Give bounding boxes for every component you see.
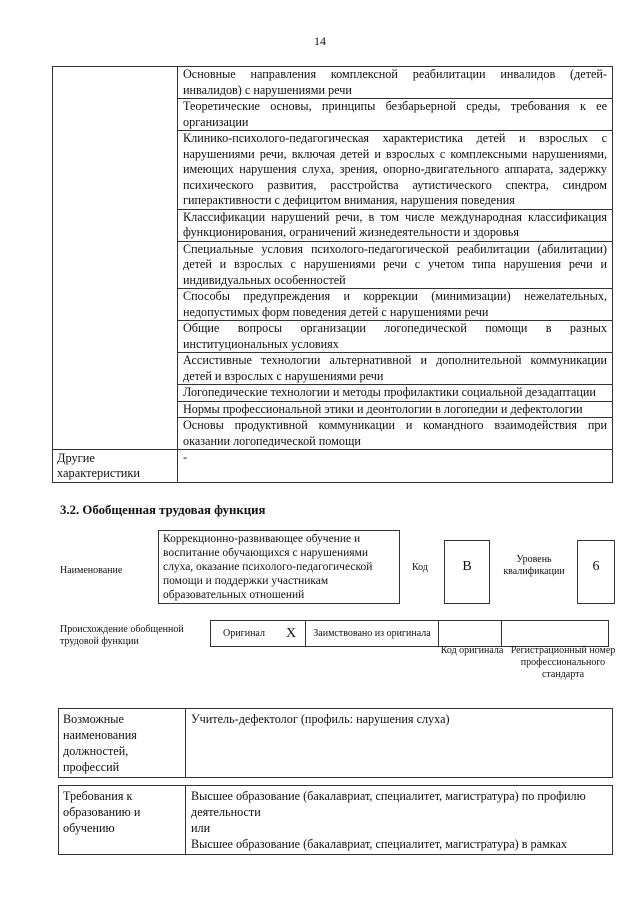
table-row xyxy=(211,621,609,647)
table-row xyxy=(53,67,613,99)
reg-number-cell xyxy=(502,621,609,647)
name-label: Наименование xyxy=(60,565,123,576)
origin-label: Происхождение обобщенной трудовой функции xyxy=(60,624,184,647)
positions-label: Возможные наименования должностей, профессий xyxy=(59,709,186,778)
education-line: Высшее образование (бакалавриат, специалитет, магистратура) в рамках xyxy=(191,837,567,851)
knowledge-item: Ассистивные технологии альтернативной и дополнительной коммуникации детей и взрослых с нарушениями речи xyxy=(178,353,613,385)
knowledge-item: Основные направления комплексной реабилитации инвалидов (детей-инвалидов) с нарушениями речи xyxy=(178,67,613,99)
knowledge-item: Способы предупреждения и коррекции (минимизации) нежелательных, недопустимых форм поведения детей с нарушениями речи xyxy=(178,289,613,321)
other-characteristics-value: - xyxy=(178,450,613,483)
knowledge-item: Клинико-психолого-педагогическая характеристика детей и взрослых с нарушениями речи, включая детей и взрослых с комплексными нарушениями, имеющих нарушения слуха, зрения, опорно-двигательного аппарата, задержку психического развития, расстройства аутистического спектра, синдром гиперактивности с дефицитом внимания, нарушения поведения xyxy=(178,131,613,210)
education-line: Высшее образование (бакалавриат, специалитет, магистратура) по профилю деятельности xyxy=(191,789,586,819)
table-row xyxy=(59,786,613,855)
knowledge-item: Логопедические технологии и методы профилактики социальной дезадаптации xyxy=(178,385,613,402)
level-value: 6 xyxy=(577,540,615,604)
education-value xyxy=(186,786,613,855)
original-mark: X xyxy=(277,621,306,647)
positions-table xyxy=(58,708,613,778)
knowledge-item: Нормы профессиональной этики и деонтологии в логопедии и дефектологии xyxy=(178,401,613,418)
other-characteristics-label-cell xyxy=(53,450,178,483)
section-title: 3.2. Обобщенная трудовая функция xyxy=(60,503,266,517)
level-label: Уровень квалификации xyxy=(503,554,565,577)
table-row xyxy=(53,450,613,483)
education-line: или xyxy=(191,821,211,835)
knowledge-item: Теоретические основы, принципы безбарьерной среды, требования к ее организации xyxy=(178,99,613,131)
positions-value: Учитель-дефектолог (профиль: нарушения слуха) xyxy=(186,709,613,778)
knowledge-table xyxy=(52,66,613,483)
origin-table xyxy=(210,620,609,647)
reg-number-label: Регистрационный номер профессионального стандарта xyxy=(510,645,616,680)
name-value: Коррекционно-развивающее обучение и воспитание обучающихся с нарушениями слуха, оказание психолого-педагогической помощи и поддержки участникам образовательных отношений xyxy=(158,530,400,604)
knowledge-item: Специальные условия психолого-педагогической реабилитации (абилитации) детей и взрослых с нарушениями речи с учетом типа нарушения речи и индивидуальных особенностей xyxy=(178,241,613,289)
knowledge-item: Основы продуктивной коммуникации и командного взаимодействия при оказании логопедической помощи xyxy=(178,418,613,450)
knowledge-item: Общие вопросы организации логопедической помощи в разных институциональных условиях xyxy=(178,321,613,353)
code-label: Код xyxy=(412,562,428,573)
knowledge-label-cell xyxy=(53,67,178,450)
borrowed-label: Заимствовано из оригинала xyxy=(306,621,439,647)
education-label: Требования к образованию и обучению xyxy=(59,786,186,855)
page-number: 14 xyxy=(314,34,326,48)
knowledge-item: Классификации нарушений речи, в том числе международная классификация функционирования, ограничений жизнедеятельности и здоровья xyxy=(178,209,613,241)
other-characteristics-label: Другие характеристики xyxy=(57,451,141,480)
code-original-cell xyxy=(439,621,502,647)
education-table xyxy=(58,785,613,855)
code-value: B xyxy=(444,540,490,604)
table-row xyxy=(59,709,613,778)
code-original-label: Код оригинала xyxy=(440,645,504,656)
original-label: Оригинал xyxy=(211,621,278,647)
